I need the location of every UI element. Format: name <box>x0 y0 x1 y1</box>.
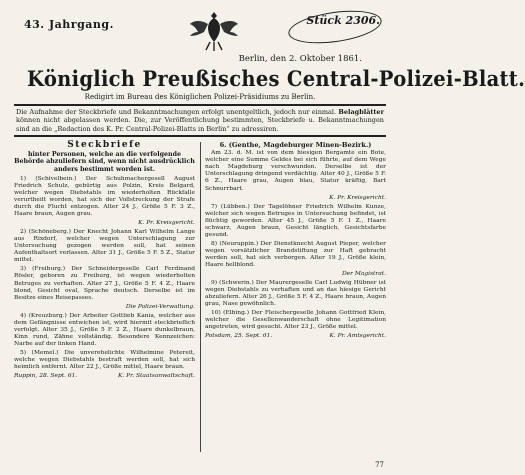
list-item: 3) (Freiburg.) Der Schneidergeselle Carl Ferdinand Rösler, geboren zu Freiburg, ist wegen wiederholten Betruges zu verhaften. Alter 27 J., Größe 5 F. 4 Z., Haare blond, Gesicht oval, Sprache deutsch. Derselbe ist im Besitze eines Reisepasses. <box>14 266 195 301</box>
notice-lead: Die Aufnahme der Steckbriefe und Bekanntmachungen erfolgt unentgeltlich, jedoch nur einmal. <box>16 108 337 116</box>
page-number: 77 <box>375 461 384 469</box>
list-item: Am 23. d. M. ist von dem hiesigen Bergamte ein Bote, welcher eine Summe Geldes bei sich führte, auf dem Wege nach Magdeburg verschwunden. Derselbe ist der Unterschlagung dringend verdächtig. Alter 40 J., Größe 5 F. 6 Z., Haare grau, Augen blau, Statur kräftig, Bart Schnurrbart. <box>205 150 386 192</box>
list-item: 9) (Schwerin.) Der Maurergeselle Carl Ludwig Hübner ist wegen Diebstahls zu verhaften und an das hiesige Gericht abzuliefern. Alter 26 J., Größe 5 F. 4 Z., Haare braun, Augen grau, Nase gewöhnlich. <box>205 280 386 308</box>
list-item: 10) (Elbing.) Der Fleischergeselle Johann Gottfried Klein, welcher die Gesellenwanderschaft ohne Legitimation angetreten, wird gesucht. Alter 23 J., Größe mittel. <box>205 310 386 331</box>
notice-box <box>14 104 386 137</box>
list-item: 4) (Kreuzburg.) Der Arbeiter Gottlieb Kania, welcher aus dem Gefängnisse entwichen ist, wird hiermit steckbrieflich verfolgt. Alter 35 J., Größe 5 F. 2 Z., Haare dunkelbraun, Kinn rund, Zähne vollständig. Besondere Kennzeichen: Narbe auf der linken Hand. <box>14 312 195 347</box>
masthead <box>14 8 386 54</box>
signature: Die Polizei-Verwaltung. <box>125 303 195 310</box>
notice-bold: Belagblätter <box>338 108 384 116</box>
authority: K. Pr. Amtsgericht. <box>329 333 386 340</box>
stamp-oval <box>286 6 383 49</box>
list-item: 5) (Memel.) Die unverehelichte Wilhelmine Petereit, welche wegen Diebstahls bestraft werden soll, hat sich heimlich entfernt. Alter 22 J., Größe mittel, Haare braun. <box>14 349 195 371</box>
list-item: 8) (Neuruppin.) Der Dienstknecht August Pieper, welcher wegen vorsätzlicher Brandstiftung zur Haft gebracht werden soll, hat sich verborgen. Alter 19 J., Größe klein, Haare hellblond. <box>205 240 386 268</box>
list-item: 1) (Schivelbein.) Der Schuhmachergesell August Friedrich Schulz, gebürtig aus Polzin, Kreis Belgard, welcher wegen Diebstahls im wiederholten Rückfalle verurtheilt worden, hat sich der Vollstreckung der Strafe durch die Flucht entzogen. Alter 24 J., Größe 5 F. 3 Z., Haare braun, Augen grau. <box>14 175 195 218</box>
date-signature <box>205 333 386 340</box>
issue-number: Stück 2306. <box>306 14 380 27</box>
right-column <box>205 142 386 452</box>
date-place: Ruppin, 28. Sept. 61. <box>14 373 78 380</box>
list-item: 2) (Schöneberg.) Der Knecht Johann Karl Wilhelm Lange aus Rixdorf, welcher wegen Unterschlagung zur Untersuchung gezogen werden soll, hat seinen Aufenthaltsort verlassen. Alter 31 J., Größe 5 F. 5 Z., Statur mittel. <box>14 229 195 264</box>
authority: K. Pr. Staatsanwaltschaft. <box>118 373 195 380</box>
page-title: Königlich Preußisches Central-Polizei-Blatt. <box>27 66 525 91</box>
subtitle: Redigirt im Bureau des Königlichen Polizei-Präsidiums zu Berlin. <box>84 93 316 101</box>
columns <box>14 142 386 452</box>
section-heading: Steckbriefe <box>67 140 142 151</box>
signature: K. Pr. Kreisgericht. <box>138 220 195 227</box>
section-intro: hinter Personen, welche an die verfolgende Behörde abzuliefern sind, wenn nicht ausdrücklich anders bestimmt worden ist. <box>14 151 195 173</box>
list-item: 7) (Lübben.) Der Tagelöhner Friedrich Wilhelm Kunze, welcher sich wegen Betruges in Untersuchung befindet, ist flüchtig geworden. Alter 45 J., Größe 5 F. 1 Z., Haare schwarz, Augen braun, Gesicht länglich, Gesichtsfarbe gesund. <box>205 203 386 238</box>
signature: Der Magistrat. <box>341 271 386 278</box>
date-signature <box>14 373 195 380</box>
notice-rest: können nicht abgelassen werden. Die, zur Veröffentlichung bestimmten, Steckbriefe u. Bekanntmachungen sind an die „Redaction des K. Pr. Central-Polizei-Blatts in Berlin“ zu adressiren. <box>16 116 384 133</box>
left-column <box>14 142 195 452</box>
dateline: Berlin, den 2. Oktober 1861. <box>238 54 362 64</box>
date-place: Potsdam, 25. Sept. 61. <box>205 333 273 340</box>
signature: K. Pr. Kreisgericht. <box>329 194 386 201</box>
entry-heading: 6. (Genthe, Magdeburger Minen-Bezirk.) <box>219 141 372 150</box>
prussian-eagle-icon <box>188 8 240 52</box>
column-divider <box>200 142 201 452</box>
volume-year: 43. Jahrgang. <box>24 18 114 31</box>
